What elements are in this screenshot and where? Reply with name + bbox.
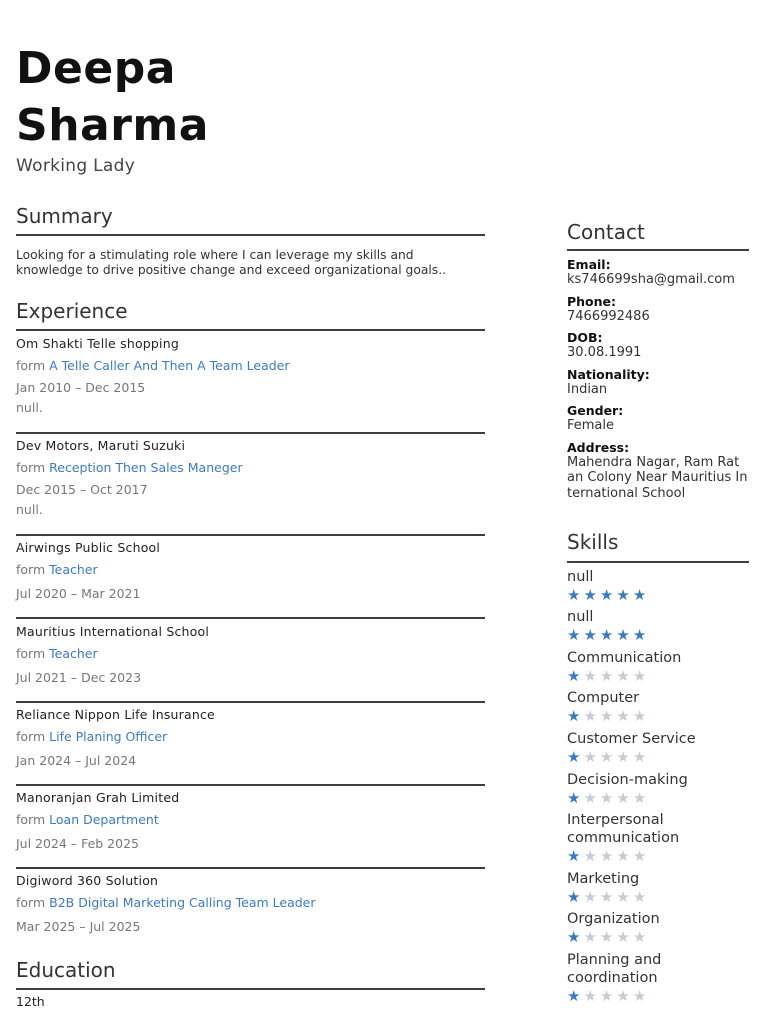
- experience-dates: Mar 2025 – Jul 2025: [16, 919, 141, 934]
- experience-role-line: [16, 563, 484, 585]
- star-icon: ★: [599, 748, 617, 766]
- experience-dates: Jan 2024 – Jul 2024: [16, 753, 137, 768]
- experience-role-prefix: form: [16, 729, 46, 744]
- experience-description: null.: [16, 400, 43, 415]
- skills-rule: [567, 561, 749, 563]
- experience-company: Reliance Nippon Life Insurance: [16, 707, 215, 722]
- star-icon: ★: [583, 847, 600, 865]
- experience-item: [16, 541, 484, 607]
- experience-divider: [16, 432, 485, 434]
- experience-dates: Dec 2015 – Oct 2017: [16, 482, 148, 497]
- star-icon: ★: [567, 586, 584, 604]
- contact-heading: Contact: [567, 220, 645, 244]
- skill-name: Customer Service: [567, 731, 696, 747]
- experience-role: B2B Digital Marketing Calling Team Leader: [49, 895, 316, 910]
- experience-company: Digiword 360 Solution: [16, 873, 159, 888]
- star-icon: ★: [632, 667, 650, 685]
- star-icon: ★: [616, 707, 633, 725]
- star-icon: ★: [567, 748, 584, 766]
- email-label: Email:: [567, 257, 611, 272]
- nationality-value: Indian: [567, 381, 608, 397]
- star-rating: [567, 929, 757, 945]
- star-icon: ★: [567, 667, 584, 685]
- experience-role: Teacher: [49, 646, 98, 661]
- experience-role: Reception Then Sales Maneger: [49, 460, 243, 475]
- experience-role: A Telle Caller And Then A Team Leader: [49, 358, 290, 373]
- experience-role-prefix: form: [16, 812, 46, 827]
- experience-description: null.: [16, 502, 43, 517]
- skill-name: Computer: [567, 690, 640, 706]
- star-icon: ★: [599, 888, 617, 906]
- experience-role-prefix: form: [16, 895, 46, 910]
- education-item: 12th: [16, 994, 45, 1009]
- skill-name: Decision-making: [567, 772, 688, 788]
- star-icon: ★: [616, 789, 633, 807]
- star-rating: [567, 988, 717, 1004]
- star-icon: ★: [599, 789, 617, 807]
- experience-divider: [16, 701, 485, 703]
- star-icon: ★: [567, 789, 584, 807]
- skill-item: [567, 730, 757, 765]
- contact-rule: [567, 249, 749, 251]
- star-rating: [567, 889, 757, 905]
- star-icon: ★: [583, 667, 600, 685]
- star-icon: ★: [599, 586, 617, 604]
- star-icon: ★: [599, 667, 617, 685]
- candidate-subtitle: Working Lady: [16, 156, 136, 176]
- star-icon: ★: [616, 987, 633, 1005]
- experience-role: Life Planing Officer: [49, 729, 168, 744]
- experience-company: Om Shakti Telle shopping: [16, 336, 179, 351]
- gender-label: Gender:: [567, 403, 624, 418]
- experience-divider: [16, 784, 485, 786]
- star-icon: ★: [632, 847, 650, 865]
- phone-label: Phone:: [567, 293, 617, 309]
- address-value: Mahendra Nagar, Ram Rat an Colony Near Mauritius In ternational School: [567, 454, 748, 501]
- star-icon: ★: [616, 667, 633, 685]
- experience-role-line: [16, 359, 484, 381]
- skill-item: [567, 689, 757, 724]
- summary-heading: Summary: [16, 204, 113, 228]
- skill-name: Interpersonal communication: [567, 812, 680, 846]
- star-icon: ★: [599, 626, 617, 644]
- star-icon: ★: [599, 707, 617, 725]
- experience-role-line: [16, 461, 484, 483]
- star-rating: [567, 848, 717, 864]
- star-icon: ★: [616, 847, 633, 865]
- star-icon: ★: [616, 928, 633, 946]
- nationality-label: Nationality:: [567, 366, 650, 382]
- skill-name: Communication: [567, 650, 682, 666]
- star-icon: ★: [616, 626, 633, 644]
- phone-value: 7466992486: [567, 308, 650, 324]
- star-icon: ★: [632, 789, 650, 807]
- star-icon: ★: [583, 928, 600, 946]
- star-rating: [567, 587, 757, 603]
- experience-role-prefix: form: [16, 646, 46, 661]
- skill-name: null: [567, 609, 594, 625]
- experience-company: Dev Motors, Maruti Suzuki: [16, 438, 186, 453]
- star-icon: ★: [599, 987, 617, 1005]
- experience-role-prefix: form: [16, 562, 46, 577]
- star-icon: ★: [583, 707, 600, 725]
- star-icon: ★: [567, 626, 584, 644]
- star-icon: ★: [632, 626, 650, 644]
- star-icon: ★: [583, 789, 600, 807]
- experience-item: [16, 874, 484, 940]
- experience-role-line: [16, 896, 484, 918]
- experience-role-line: [16, 813, 484, 835]
- contact-details: [567, 257, 757, 507]
- experience-divider: [16, 867, 485, 869]
- star-rating: [567, 790, 757, 806]
- experience-role-prefix: form: [16, 358, 46, 373]
- email-value: ks746699sha@gmail.com: [567, 272, 735, 287]
- experience-dates: Jul 2021 – Dec 2023: [16, 670, 142, 685]
- skill-item: [567, 910, 757, 945]
- skills-heading: Skills: [567, 530, 619, 554]
- star-rating: [567, 749, 757, 765]
- star-icon: ★: [583, 586, 600, 604]
- star-icon: ★: [632, 586, 650, 604]
- skill-name: null: [567, 569, 594, 585]
- candidate-name: [16, 40, 209, 154]
- star-icon: ★: [583, 748, 600, 766]
- skill-item: [567, 649, 757, 684]
- skill-name: Marketing: [567, 871, 640, 887]
- dob-value: 30.08.1991: [567, 345, 642, 360]
- first-name: Deepa: [16, 43, 176, 94]
- experience-role-line: [16, 647, 484, 669]
- experience-dates: Jan 2010 – Dec 2015: [16, 380, 146, 395]
- skill-item: [567, 870, 757, 905]
- star-rating: [567, 668, 757, 684]
- experience-item: [16, 708, 484, 774]
- star-icon: ★: [632, 707, 650, 725]
- skill-item: [567, 951, 717, 1004]
- experience-heading: Experience: [16, 299, 128, 323]
- skill-item: [567, 811, 717, 864]
- star-icon: ★: [567, 987, 584, 1005]
- star-icon: ★: [599, 928, 617, 946]
- address-label: Address:: [567, 439, 630, 455]
- experience-item: [16, 625, 484, 691]
- experience-dates: Jul 2024 – Feb 2025: [16, 836, 139, 851]
- star-icon: ★: [632, 888, 650, 906]
- skill-name: Planning and coordination: [567, 952, 662, 986]
- experience-company: Mauritius International School: [16, 624, 210, 639]
- star-rating: [567, 708, 757, 724]
- experience-role: Teacher: [49, 562, 98, 577]
- experience-divider: [16, 534, 485, 536]
- education-heading: Education: [16, 958, 116, 982]
- skill-item: [567, 568, 757, 603]
- education-rule: [16, 988, 485, 990]
- star-icon: ★: [616, 748, 633, 766]
- experience-role-line: [16, 730, 484, 752]
- experience-company: Manoranjan Grah Limited: [16, 790, 180, 805]
- experience-role-prefix: form: [16, 460, 46, 475]
- star-icon: ★: [567, 888, 584, 906]
- experience-company: Airwings Public School: [16, 540, 161, 555]
- last-name: Sharma: [16, 100, 209, 151]
- experience-item: [16, 337, 484, 415]
- star-icon: ★: [567, 707, 584, 725]
- star-rating: [567, 627, 757, 643]
- skill-item: [567, 771, 757, 806]
- skill-name: Organization: [567, 911, 660, 927]
- experience-item: [16, 791, 484, 857]
- star-icon: ★: [583, 987, 600, 1005]
- skill-item: [567, 608, 757, 643]
- experience-role: Loan Department: [49, 812, 159, 827]
- star-icon: ★: [567, 928, 584, 946]
- star-icon: ★: [616, 586, 633, 604]
- gender-value: Female: [567, 418, 615, 433]
- experience-item: [16, 439, 484, 517]
- experience-dates: Jul 2020 – Mar 2021: [16, 586, 141, 601]
- summary-text: Looking for a stimulating role where I can leverage my skills and knowledge to drive positive change and exceed organizational goals..: [16, 248, 447, 277]
- star-icon: ★: [583, 626, 600, 644]
- star-icon: ★: [632, 987, 650, 1005]
- experience-divider: [16, 617, 485, 619]
- summary-rule: [16, 234, 485, 236]
- dob-label: DOB:: [567, 330, 603, 345]
- star-icon: ★: [632, 928, 650, 946]
- experience-rule: [16, 329, 485, 331]
- star-icon: ★: [616, 888, 633, 906]
- star-icon: ★: [632, 748, 650, 766]
- star-icon: ★: [567, 847, 584, 865]
- star-icon: ★: [583, 888, 600, 906]
- star-icon: ★: [599, 847, 617, 865]
